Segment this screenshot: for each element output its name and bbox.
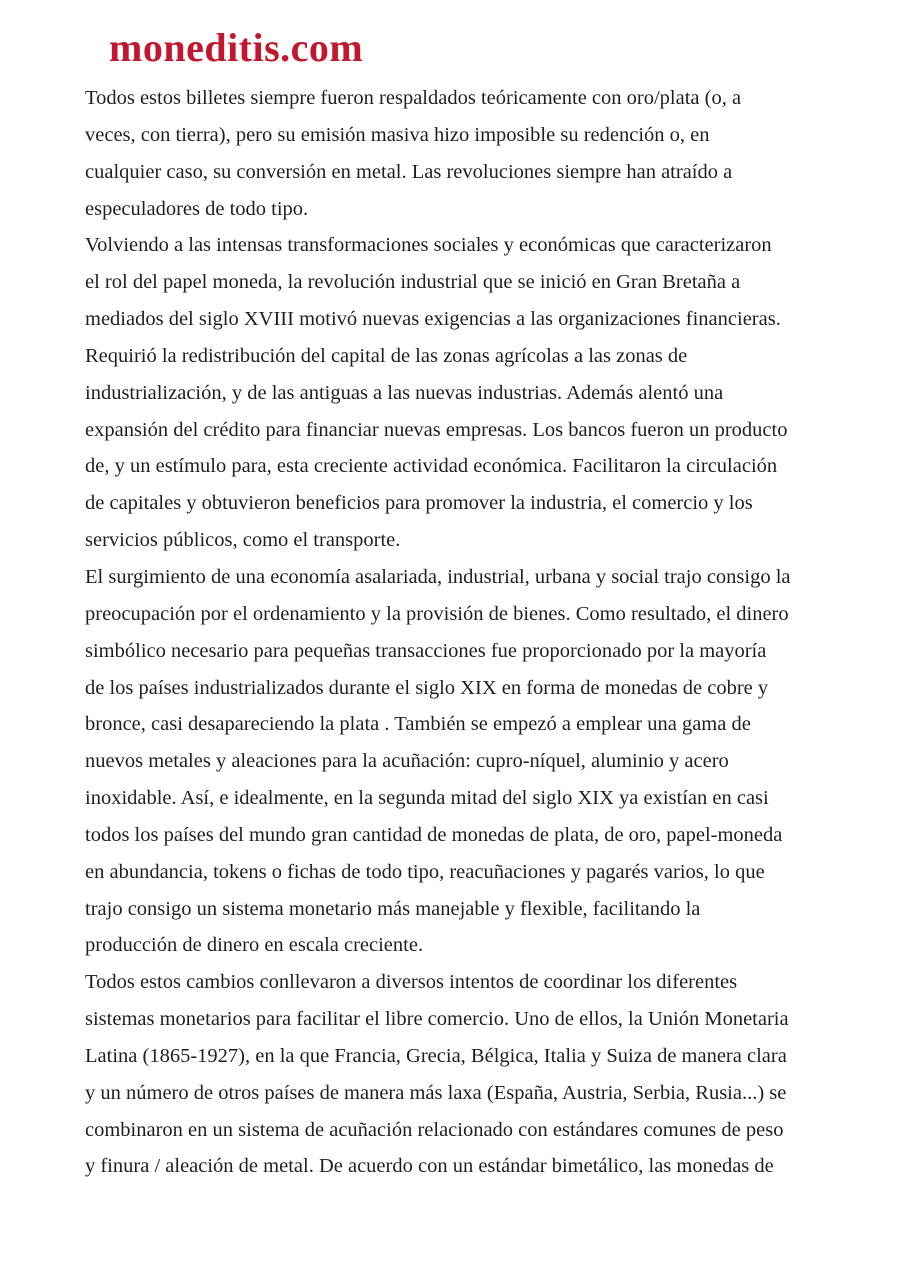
paragraph [85,80,830,227]
text-line: preocupación por el ordenamiento y la provisión de bienes. Como resultado, el dinero [85,602,789,625]
text-line: de, y un estímulo para, esta creciente actividad económica. Facilitaron la circulación [85,455,778,478]
text-line: el rol del papel moneda, la revolución industrial que se inició en Gran Bretaña a [85,271,741,294]
text-line: El surgimiento de una economía asalariada, industrial, urbana y social trajo consigo la [85,565,791,588]
text-line: veces, con tierra), pero su emisión masiva hizo imposible su redención o, en [85,123,710,146]
text-line: bronce, casi desapareciendo la plata . También se empezó a emplear una gama de [85,713,751,736]
text-line: nuevos metales y aleaciones para la acuñación: cupro-níquel, aluminio y acero [85,750,729,773]
text-line: y un número de otros países de manera más laxa (España, Austria, Serbia, Rusia...) se [85,1081,787,1104]
text-line: Todos estos billetes siempre fueron respaldados teóricamente con oro/plata (o, a [85,87,742,109]
text-line: inoxidable. Así, e idealmente, en la segunda mitad del siglo XIX ya existían en casi [85,787,769,810]
article-body [85,80,830,1185]
site-title: moneditis.com [109,25,364,70]
text-line: cualquier caso, su conversión en metal. Las revoluciones siempre han atraído a [85,160,733,183]
paragraph [85,964,830,1185]
text-line: Requirió la redistribución del capital de las zonas agrícolas a las zonas de [85,344,688,367]
text-line: industrialización, y de las antiguas a las nuevas industrias. Además alentó una [85,381,724,404]
text-line: servicios públicos, como el transporte. [85,529,401,552]
text-line: expansión del crédito para financiar nuevas empresas. Los bancos fueron un producto [85,418,788,441]
text-line: en abundancia, tokens o fichas de todo tipo, reacuñaciones y pagarés varios, lo que [85,860,765,883]
text-line: y finura / aleación de metal. De acuerdo con un estándar bimetálico, las monedas de [85,1155,774,1178]
text-line: Volviendo a las intensas transformaciones sociales y económicas que caracterizaron [85,234,772,257]
text-line: mediados del siglo XVIII motivó nuevas exigencias a las organizaciones financieras. [85,308,781,331]
text-line: especuladores de todo tipo. [85,197,309,220]
text-line: de los países industrializados durante el siglo XIX en forma de monedas de cobre y [85,676,769,699]
text-line: de capitales y obtuvieron beneficios para promover la industria, el comercio y los [85,492,753,515]
text-line: todos los países del mundo gran cantidad de monedas de plata, de oro, papel-moneda [85,823,783,846]
text-line: sistemas monetarios para facilitar el libre comercio. Uno de ellos, la Unión Monetaria [85,1008,789,1031]
text-line: Todos estos cambios conllevaron a diversos intentos de coordinar los diferentes [85,971,738,994]
paragraph [85,559,830,964]
text-line: Latina (1865-1927), en la que Francia, Grecia, Bélgica, Italia y Suiza de manera clara [85,1044,787,1067]
text-line: combinaron en un sistema de acuñación relacionado con estándares comunes de peso [85,1118,784,1141]
text-line: trajo consigo un sistema monetario más manejable y flexible, facilitando la [85,897,701,920]
text-line: producción de dinero en escala creciente. [85,934,424,957]
text-line: simbólico necesario para pequeñas transacciones fue proporcionado por la mayoría [85,639,767,662]
paragraph [85,227,830,559]
